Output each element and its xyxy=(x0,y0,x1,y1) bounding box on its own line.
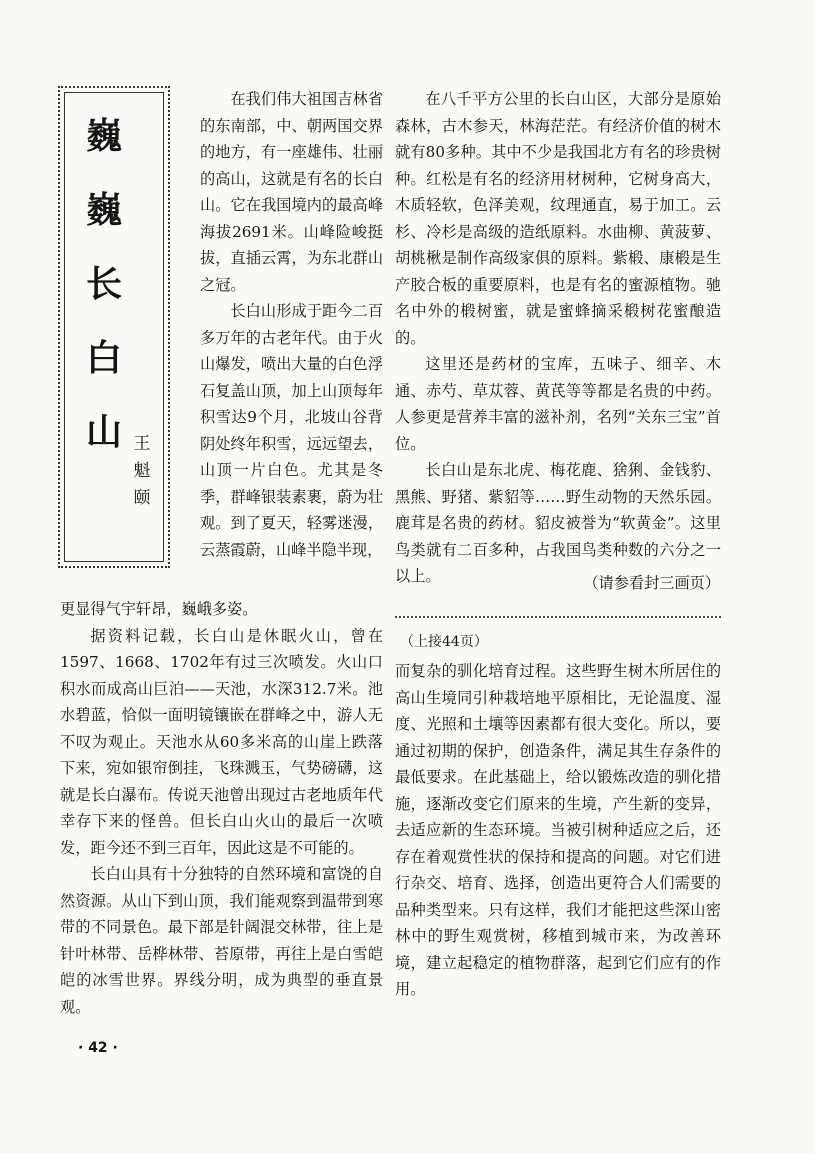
paragraph: 长白山具有十分独特的自然环境和富饶的自然资源。从山下到山顶，我们能观察到温带到寒带的不同景色。最下部是针阔混交林带，往上是针叶林带、岳桦林带、苔原带，再往上是白雪皑皑的冰雪世界。界线分明，成为典型的垂直景观。 xyxy=(60,865,383,1016)
section-divider xyxy=(395,616,721,618)
paragraph: 在八千平方公里的长白山区，大部分是原始森林，古木参天，林海茫茫。有经济价值的树木就有80多种。其中不少是我国北方有名的珍贵树种。红松是有名的经济用材树种，它树身高大，木质轻软，色泽美观，纹理通直，易于加工。云杉、冷杉是高级的造纸原料。水曲柳、黄菠萝、胡桃楸是制作高级家俱的原料。紫椴、康椴是生产胶合板的重要原料，也是有名的蜜源植物。驰名中外的椴树蜜，就是蜜蜂摘采椴树花蜜酿造的。 xyxy=(395,90,721,347)
author-char: 王 xyxy=(133,434,151,454)
author-char: 魁 xyxy=(133,461,151,481)
title-char: 山 xyxy=(85,411,122,453)
paragraph: 更显得气宇轩昂，巍峨多姿。 xyxy=(60,600,258,618)
continued-from-label: （上接44页） xyxy=(400,634,488,650)
paragraph: 这里还是药材的宝库，五味子、细辛、木通、赤芍、草苁蓉、黄芪等等都是名贵的中药。人参更是营养丰富的滋补剂，名列“关东三宝”首位。 xyxy=(395,355,721,453)
paragraph: 长白山是东北虎、梅花鹿、猞猁、金钱豹、黑熊、野猪、紫貂等……野生动物的天然乐园。鹿茸是名贵的药材。貂皮被誉为“软黄金”。这里鸟类就有二百多种，占我国鸟类种数的六分之一以上。 xyxy=(395,461,721,585)
article-title xyxy=(78,115,130,488)
left-column-narrow xyxy=(200,86,383,563)
paragraph: 长白山形成于距今二百多万年的古老年代。由于火山爆发，喷出大量的白色浮石复盖山顶，加上山顶每年积雪达9个月，北坡山谷背阴处终年积雪，远远望去，山顶一片白色。尤其是冬季，群峰银装素裹，蔚为壮观。到了夏天，轻雾迷漫，云蒸霞蔚，山峰半隐半现， xyxy=(200,302,383,559)
paragraph: 而复杂的驯化培育过程。这些野生树木所居住的高山生境同引种栽培地平原相比，无论温度、湿度、光照和土壤等因素都有很大变化。所以，要通过初期的保护，创造条件，满足其生存条件的最低要求。在此基础上，给以锻炼改造的驯化措施，逐渐改变它们原来的生境，产生新的变异，去适应新的生态环境。当被引树种适应之后，还存在着观赏性状的保持和提高的问题。对它们进行杂交、培育、选择，创造出更符合人们需要的品种类型来。只有这样，我们才能把这些深山密林中的野生观赏树，移植到城市来，为改善环境，建立起稳定的植物群落，起到它们应有的作用。 xyxy=(395,662,721,998)
title-char: 巍 xyxy=(85,115,122,157)
right-column-bottom xyxy=(395,658,721,1003)
author-char: 颐 xyxy=(133,488,151,508)
right-column-top xyxy=(395,86,721,590)
paragraph: 在我们伟大祖国吉林省的东南部，中、朝两国交界的地方，有一座雄伟、壮丽的高山，这就是有名的长白山。它在我国境内的最高峰海拔2691米。山峰险峻挺拔，直插云霄，为东北群山之冠。 xyxy=(200,90,383,294)
title-char: 巍 xyxy=(85,189,122,231)
page-number: · 42 · xyxy=(78,1040,118,1056)
paragraph: 据资料记载，长白山是休眠火山，曾在1597、1668、1702年有过三次喷发。火山口积水而成高山巨泊——天池，水深312.7米。池水碧蓝，恰似一面明镜镶嵌在群峰之中，游人无不叹为观止。天池水从60多米高的山崖上跌落下来，宛如银帘倒挂，飞珠溅玉，气势磅礴，这就是长白瀑布。传说天池曾出现过古老地质年代幸存下来的怪兽。但长白山火山的最后一次喷发，距今还不到三百年，因此这是不可能的。 xyxy=(60,626,383,857)
left-column-wide xyxy=(60,596,383,1020)
see-also-note: （请参看封三画页） xyxy=(583,574,720,592)
title-char: 长 xyxy=(85,263,122,305)
title-char: 白 xyxy=(85,337,122,379)
author-name xyxy=(130,436,154,517)
